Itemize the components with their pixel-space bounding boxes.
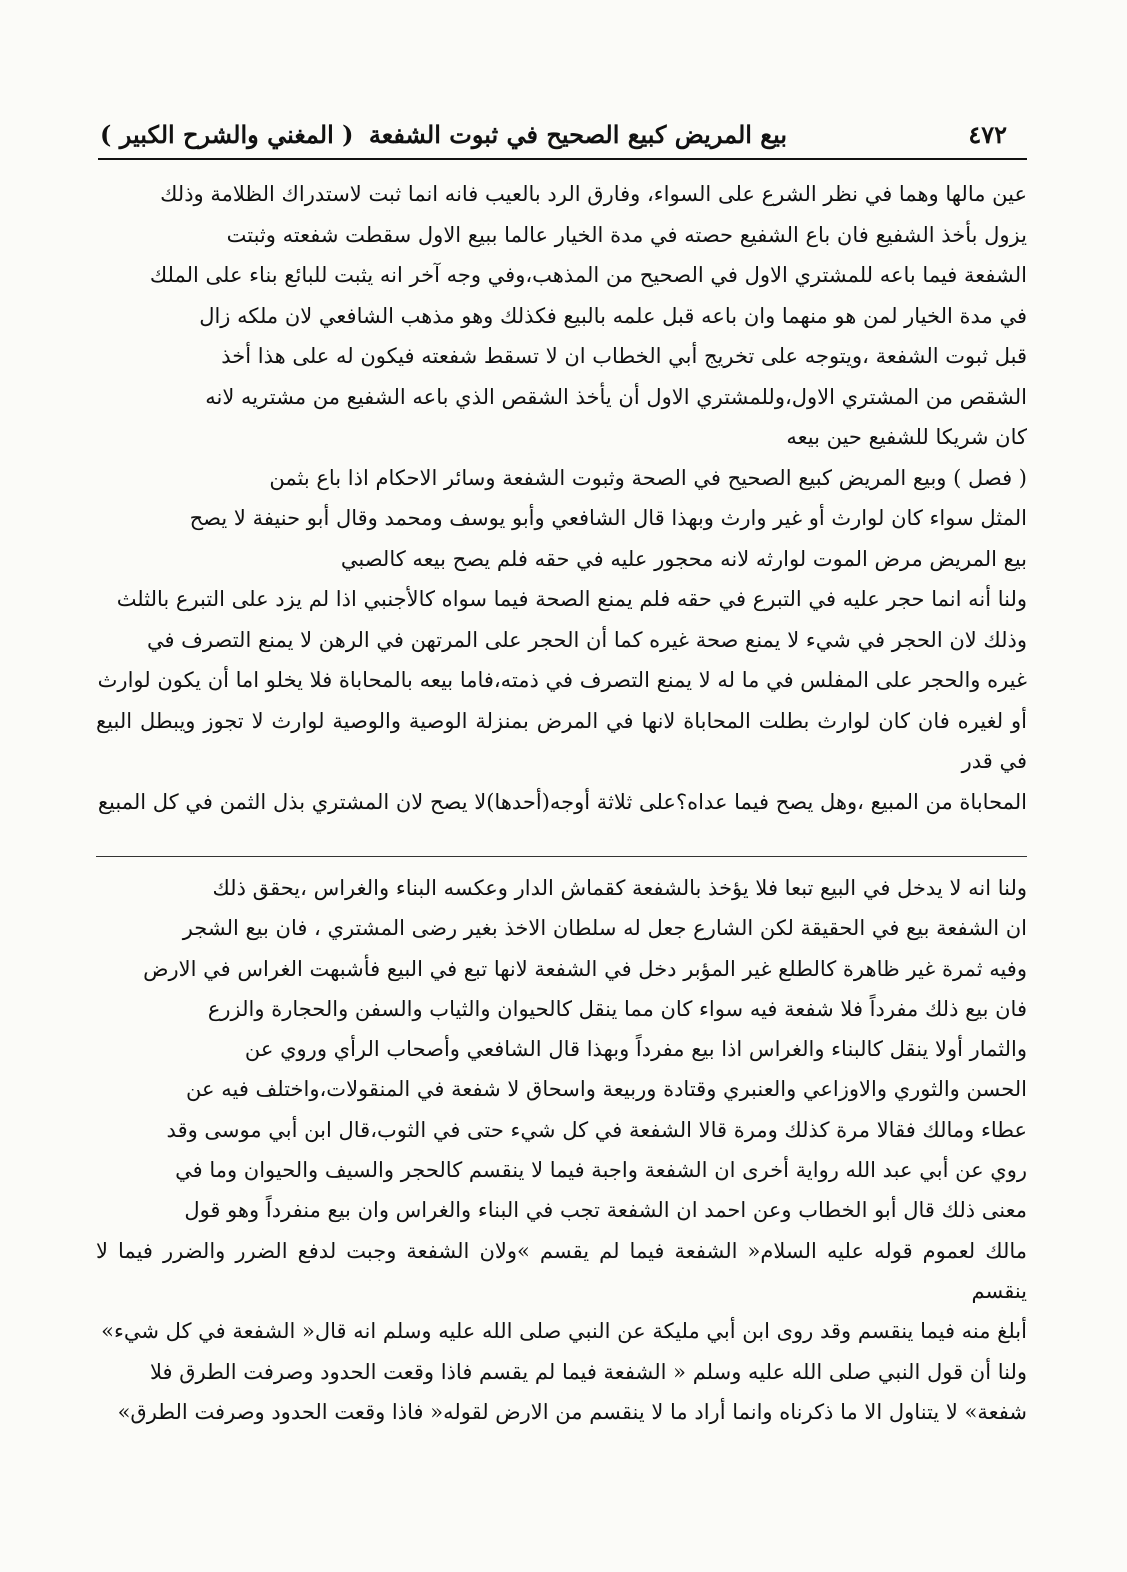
running-title: بيع المريض كبيع الصحيح في ثبوت الشفعة xyxy=(368,120,787,149)
main-paragraph: عين مالها وهما في نظر الشرع على السواء، وفارق الرد بالعيب فانه انما ثبت لاستدراك الظلامة وذلك يزول بأخذ الشفيع فان باع الشفيع حصته في مدة الخيار عالما ببيع الاول سقطت شفعته وثبتت الشفعة فيما باعه للمشتري الاول في الصحيح من المذهب،وفي وجه آخر انه يثبت للبائع بناء على الملك في مدة الخيار لمن هو منهما وان باعه قبل علمه بالبيع فكذلك وهو مذهب الشافعي لان ملكه زال قبل ثبوت الشفعة ،ويتوجه على تخريج أبي الخطاب ان لا تسقط شفعته فيكون له على هذا أخذ الشقص من المشتري الاول،وللمشتري الاول أن يأخذ الشقص الذي باعه الشفيع من مشتريه لانه كان شريكا للشفيع حين بيعه xyxy=(149,182,1027,449)
main-paragraph: ( فصل ) وبيع المريض كبيع الصحيح في الصحة وثبوت الشفعة وسائر الاحكام اذا باع بثمن المثل سواء كان لوارث أو غير وارث وبهذا قال الشافعي وأبو يوسف ومحمد وقال أبو حنيفة لا يصح بيع المريض مرض الموت لوارثه لانه محجور عليه في حقه فلم يصح بيعه كالصبي xyxy=(189,465,1027,571)
page-number: ٤٧٢ xyxy=(968,120,1007,149)
main-text xyxy=(96,174,1027,822)
page-header xyxy=(100,120,1027,156)
main-paragraph: ولنا أنه انما حجر عليه في التبرع في حقه فلم يمنع الصحة فيما سواه كالأجنبي اذا لم يزد على التبرع بالثلث وذلك لان الحجر في شيء لا يمنع صحة غيره كما أن الحجر على المرتهن في الرهن لا يمنع التصرف في غيره والحجر على المفلس في ما له لا يمنع التصرف في ذمته،فاما بيعه بالمحاباة فلا يخلو اما أن يكون لوارث أو لغيره فان كان لوارث بطلت المحاباة لانها في المرض بمنزلة الوصية والوصية لوارث لا تجوز ويبطل البيع في قدر المحاباة من المبيع ،وهل يصح فيما عداه؟على ثلاثة أوجه(أحدها)لا يصح لان المشتري بذل الثمن في كل المبيع xyxy=(96,587,1027,814)
section-divider xyxy=(96,856,1027,857)
book-title: ( المغني والشرح الكبير ) xyxy=(100,120,354,149)
commentary-paragraph: ولنا انه لا يدخل في البيع تبعا فلا يؤخذ بالشفعة كقماش الدار وعكسه البناء والغراس ،يحقق ذلك ان الشفعة بيع في الحقيقة لكن الشارع جعل له سلطان الاخذ بغير رضى المشتري ، فان بيع الشجر وفيه ثمرة غير ظاهرة كالطلع غير المؤبر دخل في الشفعة لانها تبع في البيع فأشبهت الغراس في الارض فان بيع ذلك مفرداً فلا شفعة فيه سواء كان مما ينقل كالحيوان والثياب والسفن والحجارة والزرع والثمار أولا ينقل كالبناء والغراس اذا بيع مفرداً وبهذا قال الشافعي وأصحاب الرأي وروي عن الحسن والثوري والاوزاعي والعنبري وقتادة وربيعة واسحاق لا شفعة في المنقولات،واختلف فيه عن عطاء ومالك فقالا مرة كذلك ومرة قالا الشفعة في كل شيء حتى في الثوب،قال ابن أبي موسى وقد روي عن أبي عبد الله رواية أخرى ان الشفعة واجبة فيما لا ينقسم كالحجر والسيف والحيوان وما في معنى ذلك قال أبو الخطاب وعن احمد ان الشفعة تجب في البناء والغراس وان بيع منفرداً وهو قول مالك لعموم قوله عليه السلام« الشفعة فيما لم يقسم »ولان الشفعة وجبت لدفع الضرر والضرر فيما لا ينقسم أبلغ منه فيما ينقسم وقد روى ابن أبي مليكة عن النبي صلى الله عليه وسلم انه قال« الشفعة في كل شيء» xyxy=(96,876,1027,1344)
commentary-paragraph: ولنا أن قول النبي صلى الله عليه وسلم « الشفعة فيما لم يقسم فاذا وقعت الحدود وصرفت الطرق فلا شفعة» لا يتناول الا ما ذكرناه وانما أراد ما لا ينقسم من الارض لقوله« فاذا وقعت الحدود وصرفت الطرق» xyxy=(117,1359,1027,1424)
commentary-text xyxy=(96,868,1027,1432)
header-rule xyxy=(98,158,1027,160)
